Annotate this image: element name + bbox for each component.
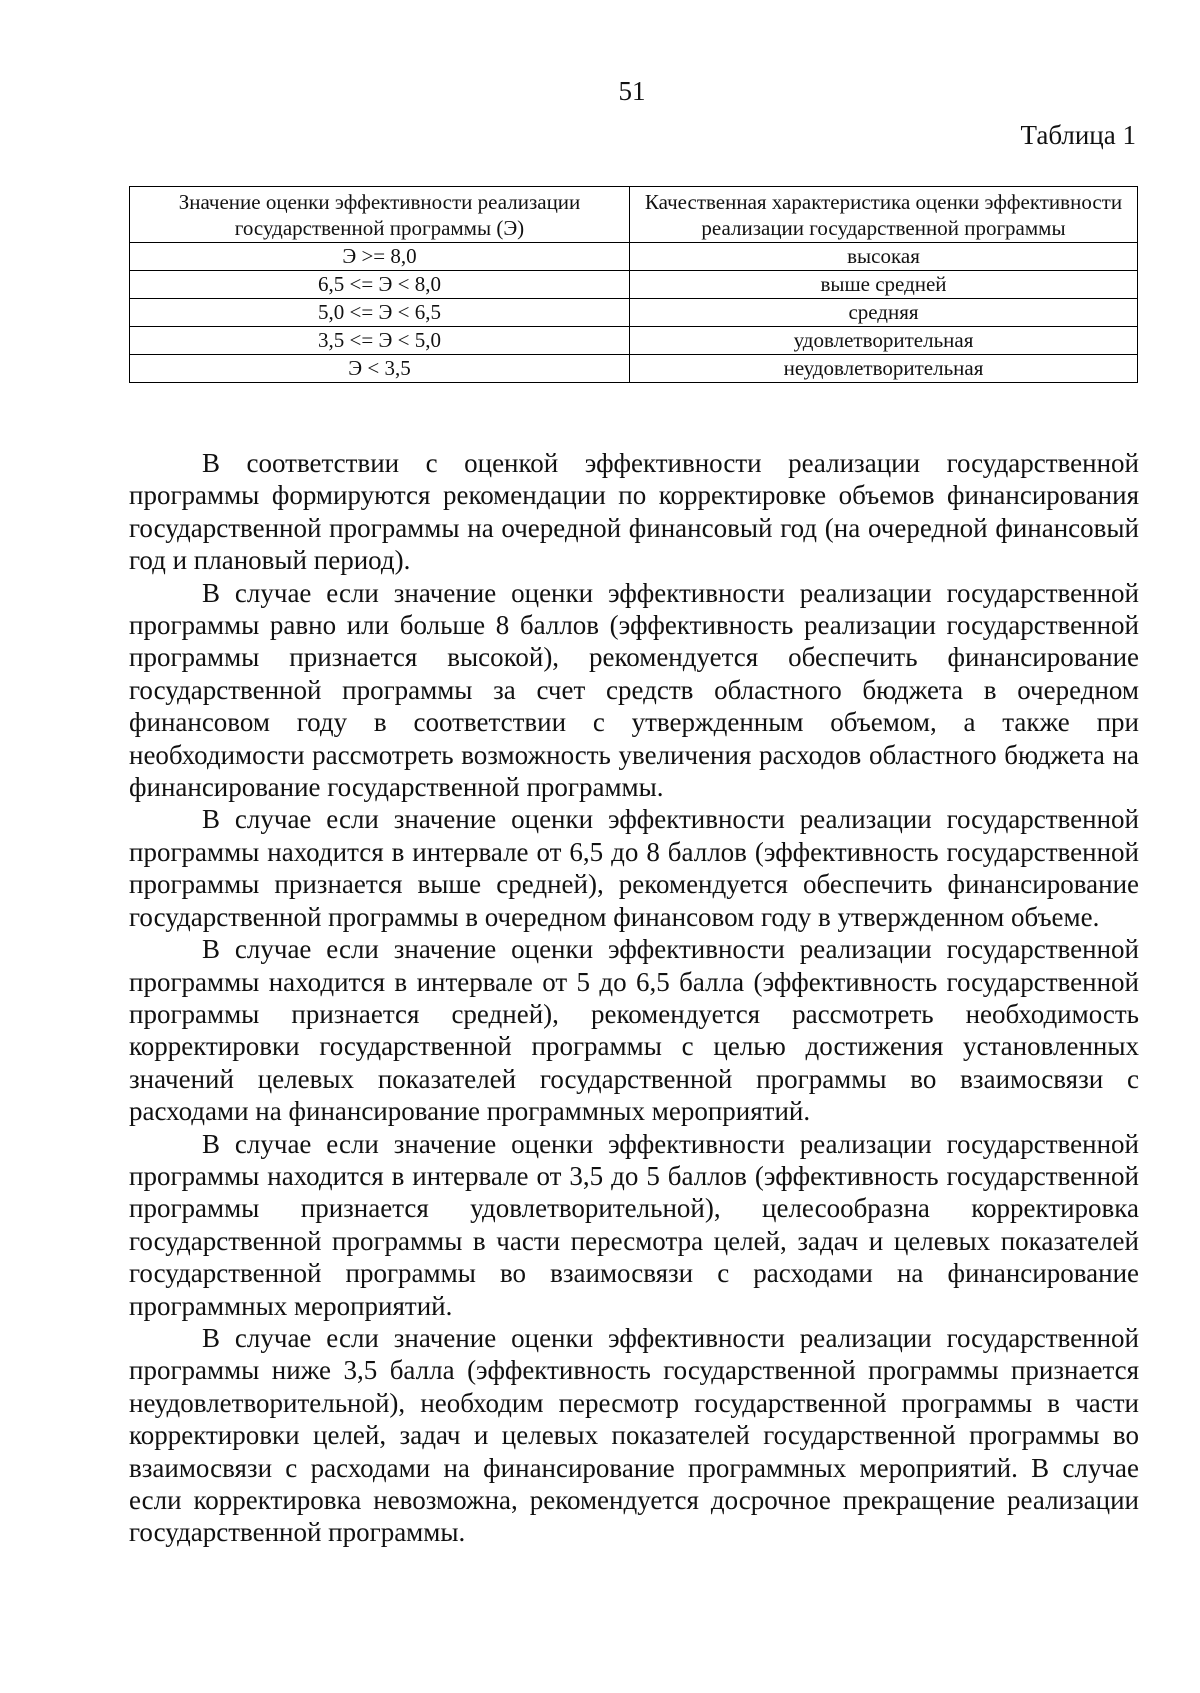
table-header-rating: Качественная характеристика оценки эффективности реализации государственной программы [630,187,1138,243]
table-cell-value: Э < 3,5 [130,355,630,383]
paragraph: В случае если значение оценки эффективности реализации государственной программы равно или больше 8 баллов (эффективность реализации государственной программы признается высокой), рекомендуется обеспечить финансирование государственной программы за счет средств областного бюджета в очередном финансовом году в соответствии с утвержденным объемом, а также при необходимости рассмотреть возможность увеличения расходов областного бюджета на финансирование государственной программы. [129,577,1139,803]
table-cell-value: 6,5 <= Э < 8,0 [130,271,630,299]
paragraph: В соответствии с оценкой эффективности реализации государственной программы формируются рекомендации по корректировке объемов финансирования государственной программы на очередной финансовый год (на очередной финансовый год и плановый период). [129,448,1139,576]
table-cell-value: 3,5 <= Э < 5,0 [130,327,630,355]
table-cell-rating: удовлетворительная [630,327,1138,355]
table-cell-rating: неудовлетворительная [630,355,1138,383]
page-number: 51 [618,76,646,106]
table-cell-value: Э >= 8,0 [130,243,630,271]
paragraph: В случае если значение оценки эффективности реализации государственной программы ниже 3,5 балла (эффективность государственной программы признается неудовлетворительной), необходим пересмотр государственной программы в части корректировки целей, задач и целевых показателей государственной программы во взаимосвязи с расходами на финансирование программных мероприятий. В случае если корректировка невозможна, рекомендуется досрочное прекращение реализации государственной программы. [129,1322,1139,1548]
evaluation-table [129,186,1138,383]
table-cell-rating: выше средней [630,271,1138,299]
paragraph: В случае если значение оценки эффективности реализации государственной программы находится в интервале от 5 до 6,5 балла (эффективность государственной программы признается средней), рекомендуется рассмотреть необходимость корректировки государственной программы с целью достижения установленных значений целевых показателей государственной программы во взаимосвязи с расходами на финансирование программных мероприятий. [129,934,1139,1127]
table-row [130,299,1138,327]
paragraph: В случае если значение оценки эффективности реализации государственной программы находится в интервале от 3,5 до 5 баллов (эффективность государственной программы признается удовлетворительной), целесообразна корректировка государственной программы в части пересмотра целей, задач и целевых показателей государственной программы во взаимосвязи с расходами на финансирование программных мероприятий. [129,1128,1139,1321]
table-row [130,271,1138,299]
table-cell-rating: средняя [630,299,1138,327]
table-row [130,327,1138,355]
table-header-row [130,187,1138,243]
table-caption: Таблица 1 [1020,120,1136,150]
table-header-value: Значение оценки эффективности реализации государственной программы (Э) [130,187,630,243]
table-row [130,243,1138,271]
table-cell-value: 5,0 <= Э < 6,5 [130,299,630,327]
paragraph: В случае если значение оценки эффективности реализации государственной программы находится в интервале от 6,5 до 8 баллов (эффективность государственной программы признается выше средней), рекомендуется обеспечить финансирование государственной программы в очередном финансовом году в утвержденном объеме. [129,804,1139,932]
body-text [129,447,1139,1549]
table-row [130,355,1138,383]
table-cell-rating: высокая [630,243,1138,271]
